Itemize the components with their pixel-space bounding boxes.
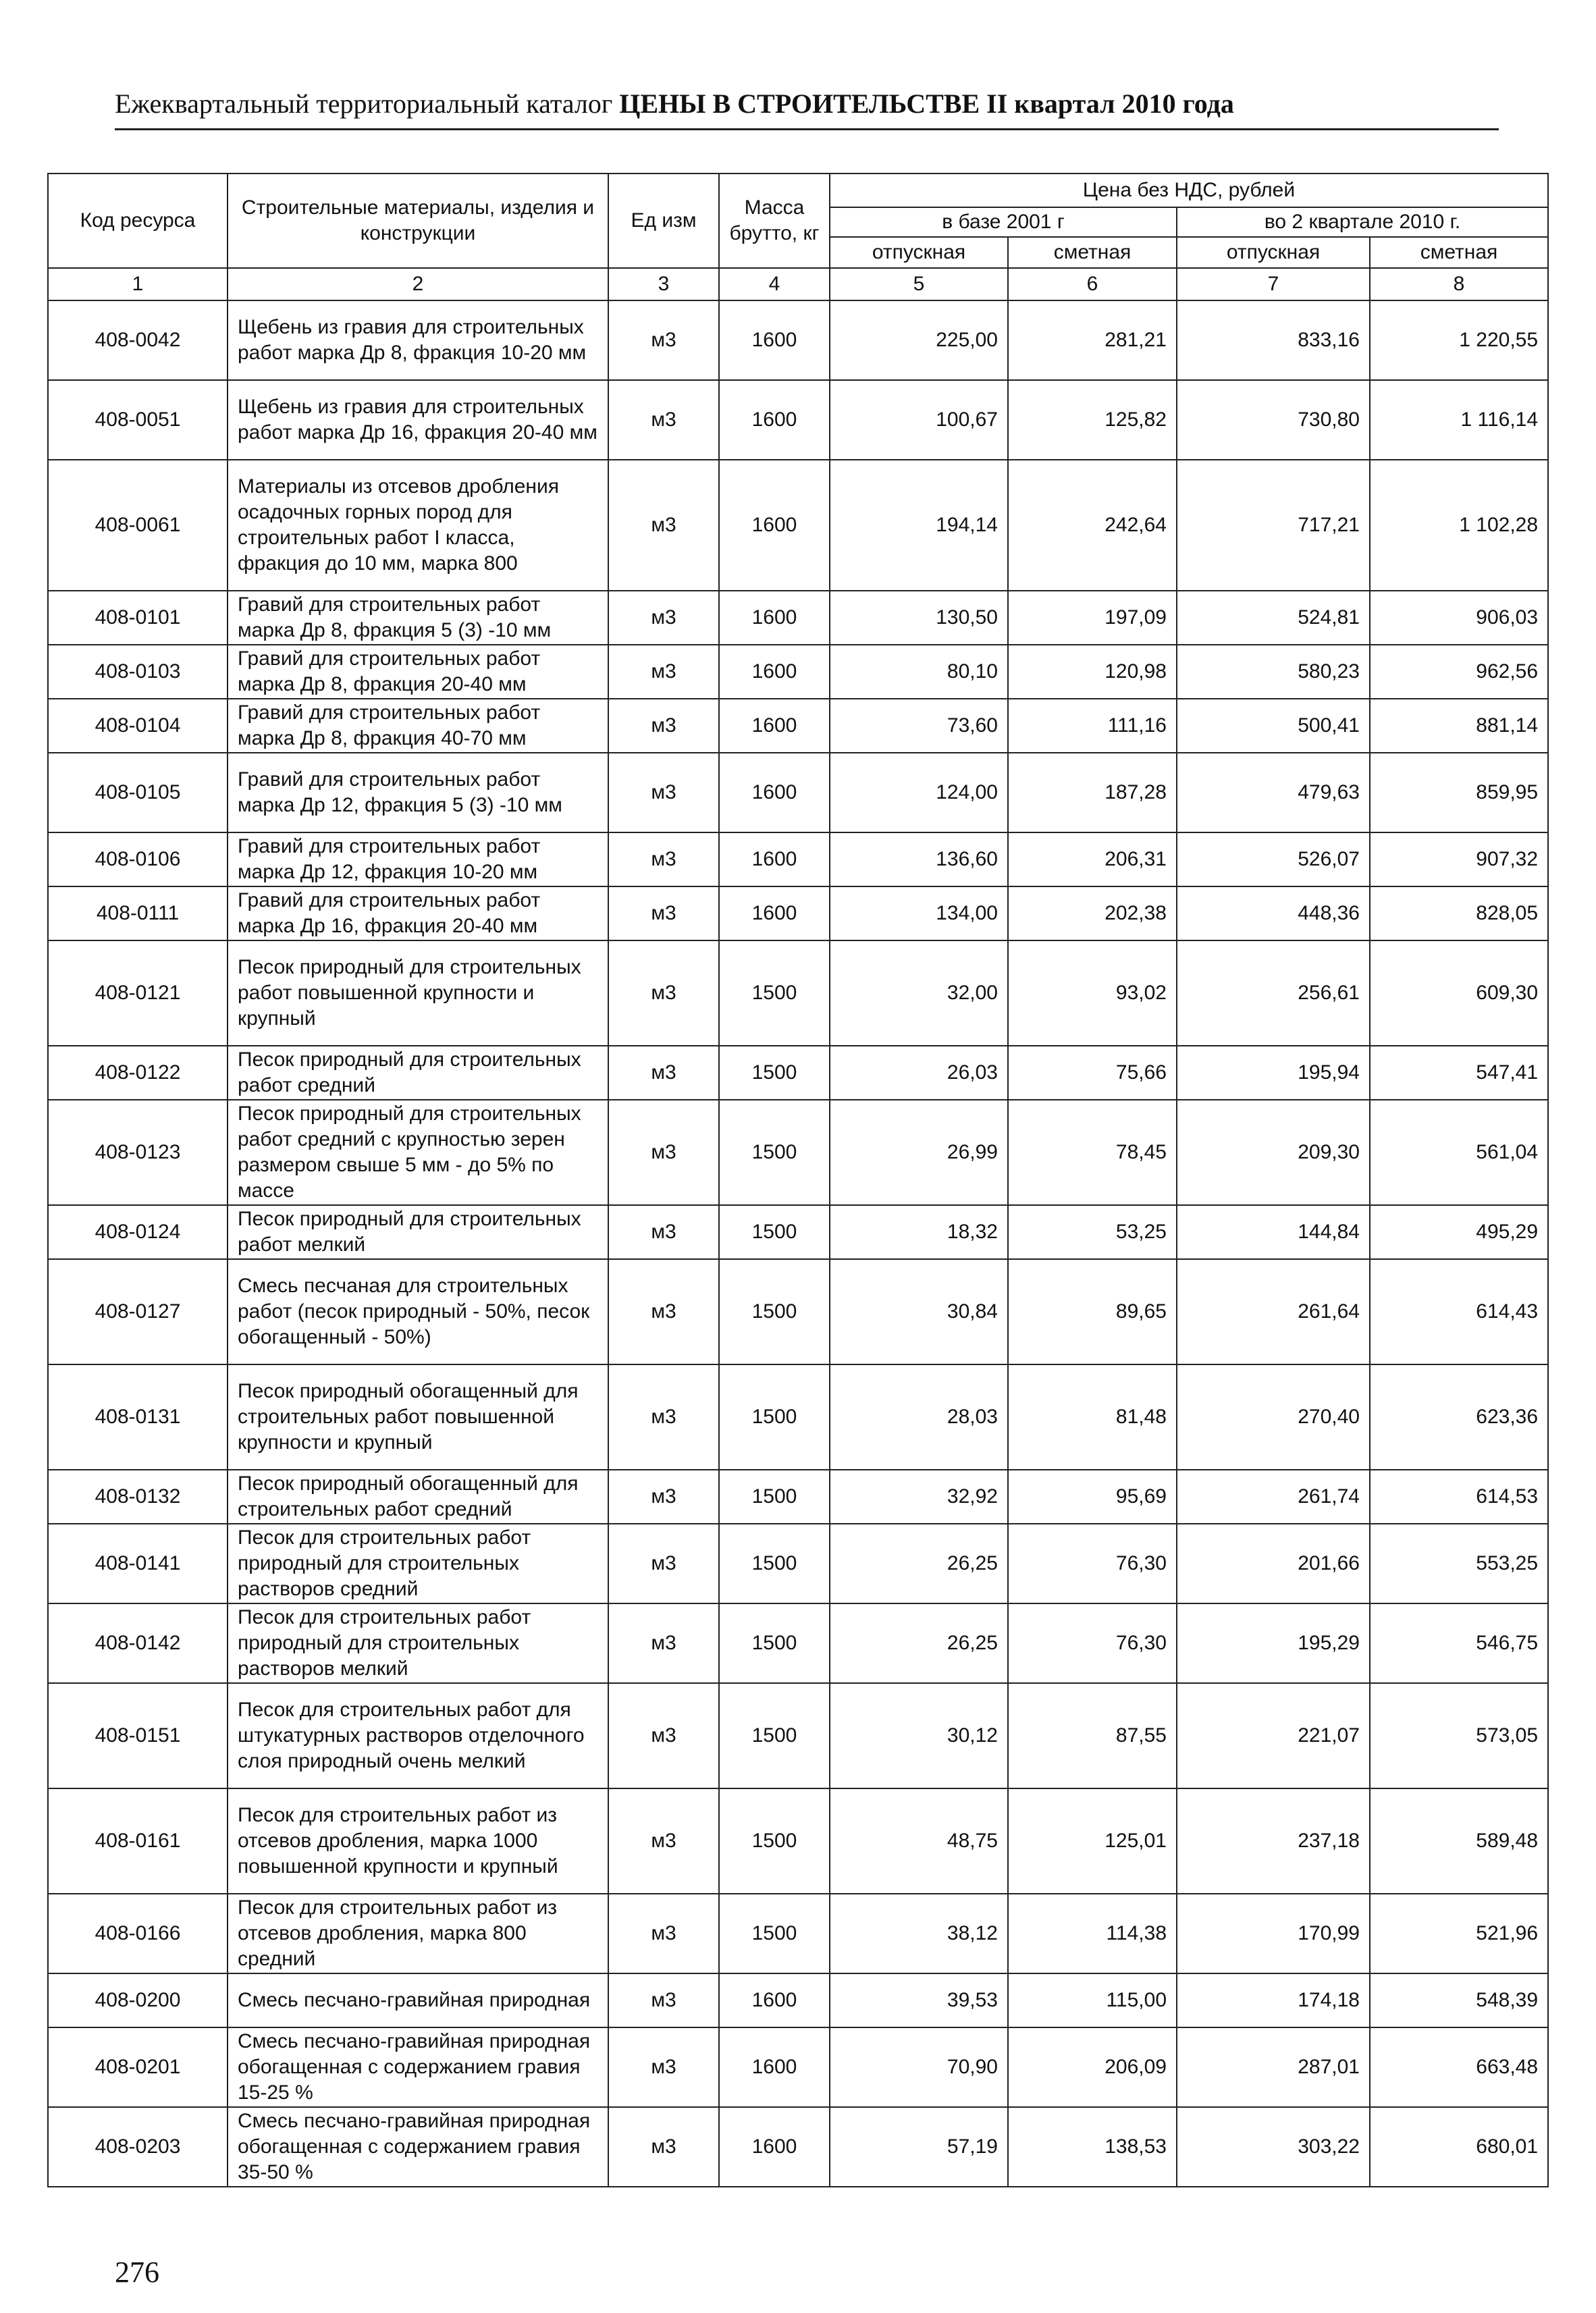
header-unit: Ед изм (608, 174, 719, 268)
table-row (48, 300, 1548, 380)
resource-code-cell: 408-0121 (48, 940, 228, 1046)
mass-cell: 1500 (719, 1364, 830, 1470)
table-row (48, 1603, 1548, 1683)
q2-release-price-cell: 270,40 (1177, 1364, 1370, 1470)
material-name-cell: Смесь песчано-гравийная природная обогащенная с содержанием гравия 35-50 % (228, 2107, 608, 2187)
base-estimate-price-cell: 78,45 (1008, 1100, 1177, 1205)
mass-cell: 1500 (719, 1524, 830, 1603)
base-estimate-price-cell: 76,30 (1008, 1603, 1177, 1683)
unit-cell: м3 (608, 886, 719, 940)
base-estimate-price-cell: 187,28 (1008, 753, 1177, 832)
q2-release-price-cell: 479,63 (1177, 753, 1370, 832)
resource-code-cell: 408-0106 (48, 832, 228, 886)
base-release-price-cell: 57,19 (830, 2107, 1008, 2187)
q2-estimate-price-cell: 495,29 (1370, 1205, 1548, 1259)
material-name-cell: Гравий для строительных работ марка Др 8, фракция 40-70 мм (228, 699, 608, 753)
base-estimate-price-cell: 89,65 (1008, 1259, 1177, 1364)
table-row (48, 1046, 1548, 1100)
header-title: ЦЕНЫ В СТРОИТЕЛЬСТВЕ (619, 88, 980, 119)
q2-release-price-cell: 833,16 (1177, 300, 1370, 380)
mass-cell: 1600 (719, 1973, 830, 2027)
mass-cell: 1500 (719, 1603, 830, 1683)
base-estimate-price-cell: 76,30 (1008, 1524, 1177, 1603)
column-number: 4 (719, 268, 830, 300)
base-estimate-price-cell: 202,38 (1008, 886, 1177, 940)
unit-cell: м3 (608, 2027, 719, 2107)
table-row (48, 1470, 1548, 1524)
q2-estimate-price-cell: 553,25 (1370, 1524, 1548, 1603)
material-name-cell: Песок природный для строительных работ средний с крупностью зерен размером свыше 5 мм - до 5% по массе (228, 1100, 608, 1205)
base-estimate-price-cell: 138,53 (1008, 2107, 1177, 2187)
mass-cell: 1500 (719, 1894, 830, 1973)
unit-cell: м3 (608, 1973, 719, 2027)
table-row (48, 1788, 1548, 1894)
header-mass: Масса брутто, кг (719, 174, 830, 268)
mass-cell: 1600 (719, 380, 830, 460)
material-name-cell: Песок природный для строительных работ мелкий (228, 1205, 608, 1259)
base-release-price-cell: 26,03 (830, 1046, 1008, 1100)
base-estimate-price-cell: 125,82 (1008, 380, 1177, 460)
base-release-price-cell: 38,12 (830, 1894, 1008, 1973)
base-estimate-price-cell: 114,38 (1008, 1894, 1177, 1973)
base-estimate-price-cell: 120,98 (1008, 645, 1177, 699)
resource-code-cell: 408-0123 (48, 1100, 228, 1205)
q2-estimate-price-cell: 521,96 (1370, 1894, 1548, 1973)
material-name-cell: Гравий для строительных работ марка Др 8, фракция 20-40 мм (228, 645, 608, 699)
material-name-cell: Гравий для строительных работ марка Др 16, фракция 20-40 мм (228, 886, 608, 940)
material-name-cell: Гравий для строительных работ марка Др 8, фракция 5 (3) -10 мм (228, 591, 608, 645)
base-estimate-price-cell: 93,02 (1008, 940, 1177, 1046)
resource-code-cell: 408-0132 (48, 1470, 228, 1524)
q2-estimate-price-cell: 1 102,28 (1370, 460, 1548, 591)
unit-cell: м3 (608, 300, 719, 380)
q2-estimate-price-cell: 680,01 (1370, 2107, 1548, 2187)
mass-cell: 1600 (719, 699, 830, 753)
column-number: 1 (48, 268, 228, 300)
unit-cell: м3 (608, 1470, 719, 1524)
table-row (48, 886, 1548, 940)
base-release-price-cell: 28,03 (830, 1364, 1008, 1470)
material-name-cell: Песок для строительных работ природный для строительных растворов средний (228, 1524, 608, 1603)
resource-code-cell: 408-0111 (48, 886, 228, 940)
q2-estimate-price-cell: 663,48 (1370, 2027, 1548, 2107)
mass-cell: 1600 (719, 2107, 830, 2187)
unit-cell: м3 (608, 699, 719, 753)
q2-estimate-price-cell: 609,30 (1370, 940, 1548, 1046)
mass-cell: 1500 (719, 1470, 830, 1524)
mass-cell: 1600 (719, 753, 830, 832)
q2-release-price-cell: 717,21 (1177, 460, 1370, 591)
unit-cell: м3 (608, 591, 719, 645)
mass-cell: 1600 (719, 460, 830, 591)
q2-estimate-price-cell: 1 116,14 (1370, 380, 1548, 460)
unit-cell: м3 (608, 645, 719, 699)
base-release-price-cell: 18,32 (830, 1205, 1008, 1259)
header-code: Код ресурса (48, 174, 228, 268)
q2-release-price-cell: 201,66 (1177, 1524, 1370, 1603)
q2-estimate-price-cell: 859,95 (1370, 753, 1548, 832)
base-estimate-price-cell: 206,09 (1008, 2027, 1177, 2107)
unit-cell: м3 (608, 1100, 719, 1205)
material-name-cell: Смесь песчаная для строительных работ (песок природный - 50%, песок обогащенный - 50%) (228, 1259, 608, 1364)
material-name-cell: Щебень из гравия для строительных работ марка Др 16, фракция 20-40 мм (228, 380, 608, 460)
q2-release-price-cell: 303,22 (1177, 2107, 1370, 2187)
base-release-price-cell: 100,67 (830, 380, 1008, 460)
table-row (48, 2107, 1548, 2187)
q2-estimate-price-cell: 1 220,55 (1370, 300, 1548, 380)
resource-code-cell: 408-0151 (48, 1683, 228, 1788)
q2-estimate-price-cell: 561,04 (1370, 1100, 1548, 1205)
table-row (48, 380, 1548, 460)
base-release-price-cell: 39,53 (830, 1973, 1008, 2027)
base-release-price-cell: 70,90 (830, 2027, 1008, 2107)
material-name-cell: Песок для строительных работ для штукатурных растворов отделочного слоя природный очень мелкий (228, 1683, 608, 1788)
base-release-price-cell: 32,00 (830, 940, 1008, 1046)
base-release-price-cell: 26,99 (830, 1100, 1008, 1205)
unit-cell: м3 (608, 2107, 719, 2187)
q2-estimate-price-cell: 589,48 (1370, 1788, 1548, 1894)
base-release-price-cell: 124,00 (830, 753, 1008, 832)
q2-estimate-price-cell: 907,32 (1370, 832, 1548, 886)
table-row (48, 1364, 1548, 1470)
resource-code-cell: 408-0131 (48, 1364, 228, 1470)
page-header (115, 88, 1499, 130)
resource-code-cell: 408-0104 (48, 699, 228, 753)
table-row (48, 1524, 1548, 1603)
resource-code-cell: 408-0101 (48, 591, 228, 645)
table-row (48, 2027, 1548, 2107)
resource-code-cell: 408-0201 (48, 2027, 228, 2107)
base-release-price-cell: 194,14 (830, 460, 1008, 591)
base-estimate-price-cell: 95,69 (1008, 1470, 1177, 1524)
page-number: 276 (115, 2256, 159, 2289)
base-release-price-cell: 134,00 (830, 886, 1008, 940)
mass-cell: 1600 (719, 300, 830, 380)
table-row (48, 699, 1548, 753)
base-release-price-cell: 26,25 (830, 1603, 1008, 1683)
q2-estimate-price-cell: 906,03 (1370, 591, 1548, 645)
column-number-row (48, 268, 1548, 300)
header-period: II квартал 2010 года (986, 88, 1234, 119)
table-row (48, 1259, 1548, 1364)
base-release-price-cell: 225,00 (830, 300, 1008, 380)
column-number: 7 (1177, 268, 1370, 300)
material-name-cell: Гравий для строительных работ марка Др 12, фракция 5 (3) -10 мм (228, 753, 608, 832)
column-number: 5 (830, 268, 1008, 300)
q2-estimate-price-cell: 828,05 (1370, 886, 1548, 940)
resource-code-cell: 408-0203 (48, 2107, 228, 2187)
material-name-cell: Песок природный обогащенный для строительных работ средний (228, 1470, 608, 1524)
mass-cell: 1500 (719, 1046, 830, 1100)
unit-cell: м3 (608, 380, 719, 460)
resource-code-cell: 408-0042 (48, 300, 228, 380)
q2-release-price-cell: 730,80 (1177, 380, 1370, 460)
header-q2-release: отпускная (1177, 237, 1370, 268)
base-release-price-cell: 30,84 (830, 1259, 1008, 1364)
mass-cell: 1500 (719, 940, 830, 1046)
material-name-cell: Песок природный для строительных работ средний (228, 1046, 608, 1100)
base-estimate-price-cell: 281,21 (1008, 300, 1177, 380)
base-estimate-price-cell: 53,25 (1008, 1205, 1177, 1259)
q2-release-price-cell: 195,94 (1177, 1046, 1370, 1100)
q2-estimate-price-cell: 962,56 (1370, 645, 1548, 699)
resource-code-cell: 408-0127 (48, 1259, 228, 1364)
table-row (48, 591, 1548, 645)
base-release-price-cell: 80,10 (830, 645, 1008, 699)
mass-cell: 1600 (719, 886, 830, 940)
material-name-cell: Смесь песчано-гравийная природная (228, 1973, 608, 2027)
unit-cell: м3 (608, 1364, 719, 1470)
q2-estimate-price-cell: 573,05 (1370, 1683, 1548, 1788)
material-name-cell: Песок для строительных работ из отсевов дробления, марка 1000 повышенной крупности и крупный (228, 1788, 608, 1894)
resource-code-cell: 408-0200 (48, 1973, 228, 2027)
resource-code-cell: 408-0105 (48, 753, 228, 832)
q2-estimate-price-cell: 881,14 (1370, 699, 1548, 753)
base-release-price-cell: 48,75 (830, 1788, 1008, 1894)
q2-estimate-price-cell: 614,43 (1370, 1259, 1548, 1364)
unit-cell: м3 (608, 1205, 719, 1259)
header-price-group: Цена без НДС, рублей (830, 174, 1548, 207)
q2-estimate-price-cell: 614,53 (1370, 1470, 1548, 1524)
base-release-price-cell: 136,60 (830, 832, 1008, 886)
unit-cell: м3 (608, 1894, 719, 1973)
resource-code-cell: 408-0141 (48, 1524, 228, 1603)
mass-cell: 1600 (719, 832, 830, 886)
q2-release-price-cell: 261,64 (1177, 1259, 1370, 1364)
table-row (48, 1894, 1548, 1973)
q2-release-price-cell: 195,29 (1177, 1603, 1370, 1683)
column-number: 6 (1008, 268, 1177, 300)
table-row (48, 645, 1548, 699)
unit-cell: м3 (608, 1046, 719, 1100)
unit-cell: м3 (608, 753, 719, 832)
table-row (48, 1973, 1548, 2027)
q2-release-price-cell: 170,99 (1177, 1894, 1370, 1973)
resource-code-cell: 408-0124 (48, 1205, 228, 1259)
mass-cell: 1600 (719, 645, 830, 699)
base-release-price-cell: 26,25 (830, 1524, 1008, 1603)
unit-cell: м3 (608, 1524, 719, 1603)
mass-cell: 1500 (719, 1788, 830, 1894)
unit-cell: м3 (608, 832, 719, 886)
base-estimate-price-cell: 87,55 (1008, 1683, 1177, 1788)
base-release-price-cell: 32,92 (830, 1470, 1008, 1524)
material-name-cell: Песок природный для строительных работ повышенной крупности и крупный (228, 940, 608, 1046)
q2-release-price-cell: 526,07 (1177, 832, 1370, 886)
q2-release-price-cell: 580,23 (1177, 645, 1370, 699)
q2-estimate-price-cell: 548,39 (1370, 1973, 1548, 2027)
header-base-estimate: сметная (1008, 237, 1177, 268)
header-base-release: отпускная (830, 237, 1008, 268)
q2-release-price-cell: 144,84 (1177, 1205, 1370, 1259)
unit-cell: м3 (608, 940, 719, 1046)
column-number: 8 (1370, 268, 1548, 300)
q2-release-price-cell: 174,18 (1177, 1973, 1370, 2027)
material-name-cell: Песок для строительных работ из отсевов дробления, марка 800 средний (228, 1894, 608, 1973)
base-estimate-price-cell: 242,64 (1008, 460, 1177, 591)
resource-code-cell: 408-0161 (48, 1788, 228, 1894)
mass-cell: 1600 (719, 2027, 830, 2107)
q2-release-price-cell: 500,41 (1177, 699, 1370, 753)
q2-estimate-price-cell: 546,75 (1370, 1603, 1548, 1683)
material-name-cell: Гравий для строительных работ марка Др 12, фракция 10-20 мм (228, 832, 608, 886)
mass-cell: 1500 (719, 1205, 830, 1259)
q2-release-price-cell: 524,81 (1177, 591, 1370, 645)
base-estimate-price-cell: 111,16 (1008, 699, 1177, 753)
header-base-2001: в базе 2001 г (830, 207, 1177, 237)
table-row (48, 460, 1548, 591)
resource-code-cell: 408-0051 (48, 380, 228, 460)
material-name-cell: Песок для строительных работ природный для строительных растворов мелкий (228, 1603, 608, 1683)
table-row (48, 1205, 1548, 1259)
mass-cell: 1500 (719, 1259, 830, 1364)
unit-cell: м3 (608, 460, 719, 591)
q2-estimate-price-cell: 547,41 (1370, 1046, 1548, 1100)
base-release-price-cell: 130,50 (830, 591, 1008, 645)
column-number: 2 (228, 268, 608, 300)
base-estimate-price-cell: 197,09 (1008, 591, 1177, 645)
material-name-cell: Смесь песчано-гравийная природная обогащенная с содержанием гравия 15-25 % (228, 2027, 608, 2107)
q2-release-price-cell: 256,61 (1177, 940, 1370, 1046)
base-release-price-cell: 73,60 (830, 699, 1008, 753)
table-row (48, 753, 1548, 832)
table-row (48, 940, 1548, 1046)
resource-code-cell: 408-0103 (48, 645, 228, 699)
q2-estimate-price-cell: 623,36 (1370, 1364, 1548, 1470)
header-prefix: Ежеквартальный территориальный каталог (115, 88, 613, 119)
base-estimate-price-cell: 115,00 (1008, 1973, 1177, 2027)
q2-release-price-cell: 287,01 (1177, 2027, 1370, 2107)
mass-cell: 1500 (719, 1683, 830, 1788)
q2-release-price-cell: 237,18 (1177, 1788, 1370, 1894)
unit-cell: м3 (608, 1603, 719, 1683)
base-release-price-cell: 30,12 (830, 1683, 1008, 1788)
resource-code-cell: 408-0061 (48, 460, 228, 591)
header-q2-2010: во 2 квартале 2010 г. (1177, 207, 1548, 237)
material-name-cell: Щебень из гравия для строительных работ марка Др 8, фракция 10-20 мм (228, 300, 608, 380)
unit-cell: м3 (608, 1788, 719, 1894)
q2-release-price-cell: 221,07 (1177, 1683, 1370, 1788)
mass-cell: 1500 (719, 1100, 830, 1205)
price-table (47, 173, 1549, 2187)
resource-code-cell: 408-0166 (48, 1894, 228, 1973)
mass-cell: 1600 (719, 591, 830, 645)
header-material: Строительные материалы, изделия и конструкции (228, 174, 608, 268)
table-row (48, 1683, 1548, 1788)
resource-code-cell: 408-0142 (48, 1603, 228, 1683)
unit-cell: м3 (608, 1259, 719, 1364)
unit-cell: м3 (608, 1683, 719, 1788)
resource-code-cell: 408-0122 (48, 1046, 228, 1100)
material-name-cell: Материалы из отсевов дробления осадочных горных пород для строительных работ I класса, фракция до 10 мм, марка 800 (228, 460, 608, 591)
header-q2-estimate: сметная (1370, 237, 1548, 268)
q2-release-price-cell: 448,36 (1177, 886, 1370, 940)
base-estimate-price-cell: 125,01 (1008, 1788, 1177, 1894)
q2-release-price-cell: 261,74 (1177, 1470, 1370, 1524)
q2-release-price-cell: 209,30 (1177, 1100, 1370, 1205)
material-name-cell: Песок природный обогащенный для строительных работ повышенной крупности и крупный (228, 1364, 608, 1470)
base-estimate-price-cell: 75,66 (1008, 1046, 1177, 1100)
column-number: 3 (608, 268, 719, 300)
table-row (48, 1100, 1548, 1205)
base-estimate-price-cell: 81,48 (1008, 1364, 1177, 1470)
base-estimate-price-cell: 206,31 (1008, 832, 1177, 886)
table-row (48, 832, 1548, 886)
